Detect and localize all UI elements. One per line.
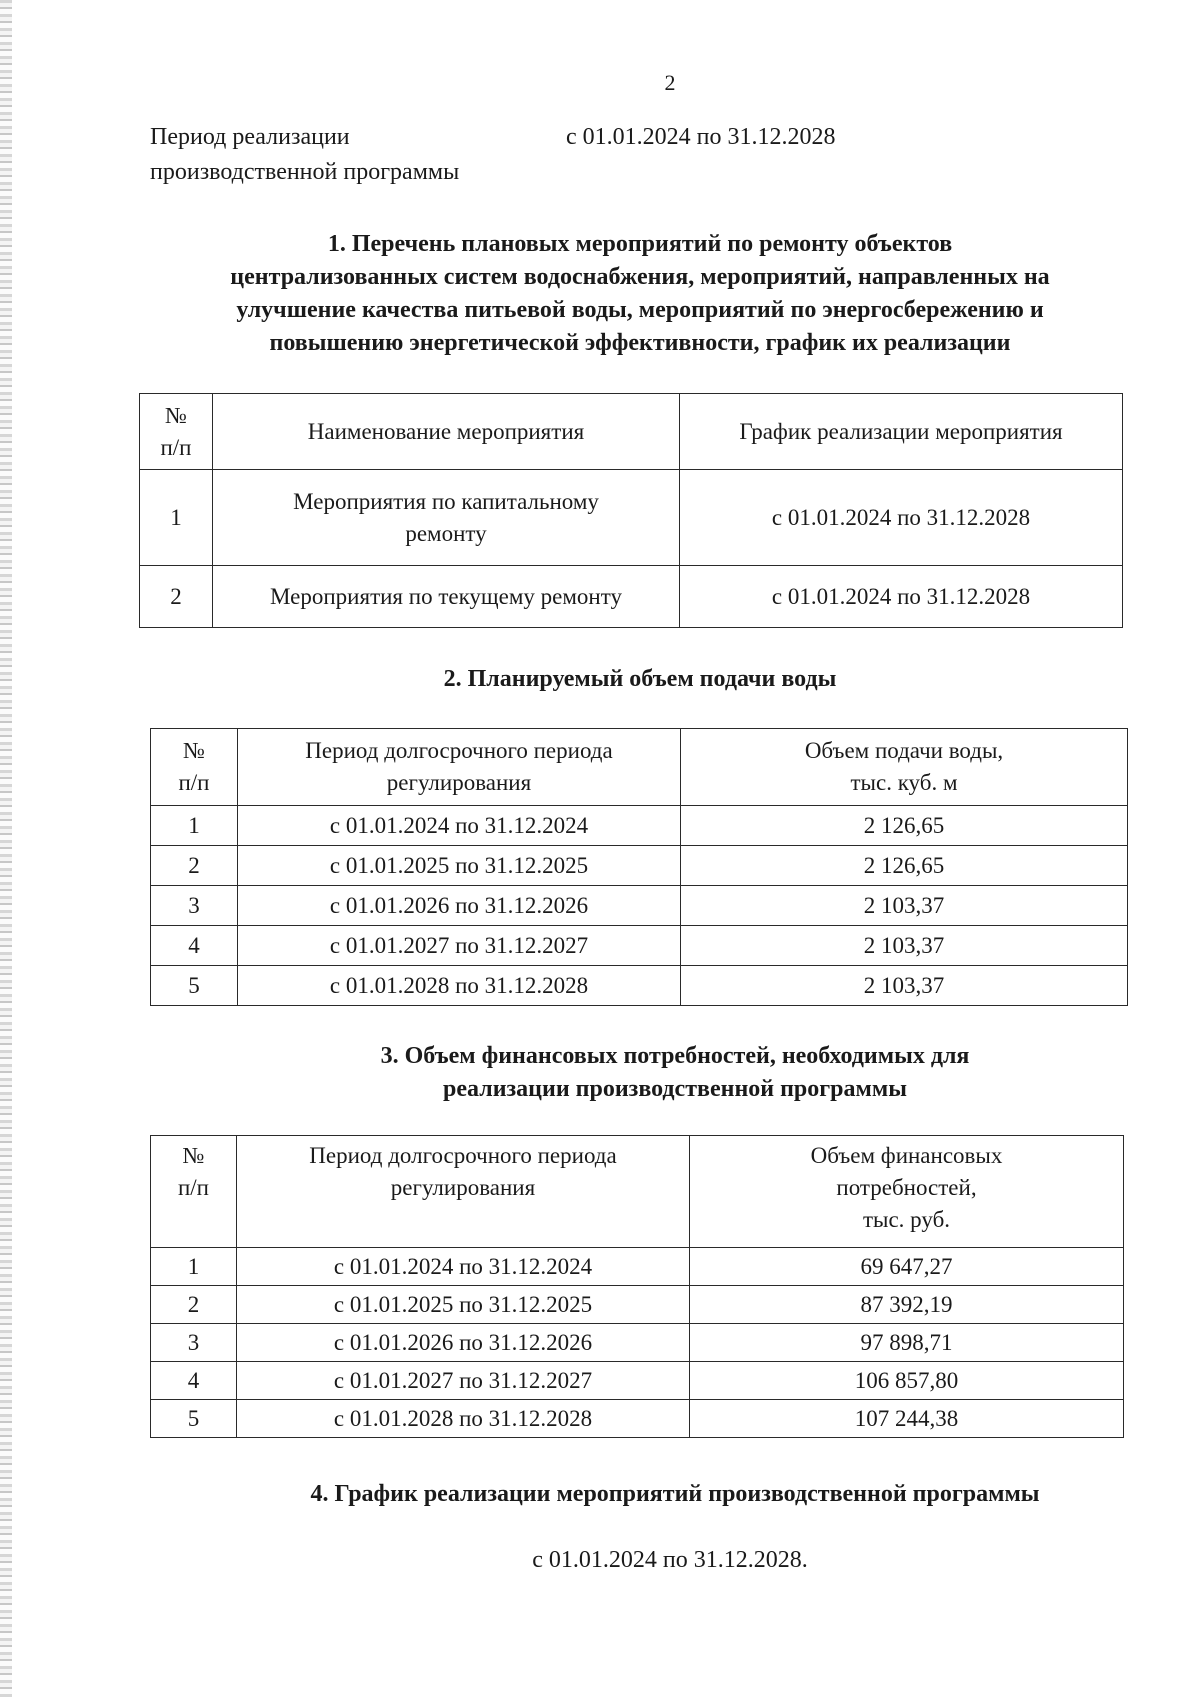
row-num: 5 (151, 1400, 237, 1438)
row-value: 69 647,27 (690, 1248, 1124, 1286)
table-row (151, 1362, 1124, 1400)
water-supply-table (150, 728, 1128, 1006)
row-period: с 01.01.2025 по 31.12.2025 (238, 846, 681, 886)
header-period: Период долгосрочного периода регулирования (238, 729, 681, 806)
section2-title: 2. Планируемый объем подачи воды (443, 666, 837, 692)
table-row (151, 926, 1128, 966)
financial-needs-table (150, 1135, 1124, 1438)
section4-title: 4. График реализации мероприятий производственной программы (310, 1481, 1040, 1507)
row-value: 2 126,65 (681, 846, 1128, 886)
row-num: 2 (151, 1286, 237, 1324)
table-row (151, 806, 1128, 846)
row-schedule: с 01.01.2024 по 31.12.2028 (680, 566, 1123, 628)
header-num: № п/п (151, 1136, 237, 1248)
measures-table (139, 393, 1123, 628)
header-volume: Объем подачи воды, тыс. куб. м (681, 729, 1128, 806)
section1-title-line: 1. Перечень плановых мероприятий по ремонту объектов (327, 231, 953, 257)
row-period: с 01.01.2028 по 31.12.2028 (237, 1400, 690, 1438)
table-header-row (151, 729, 1128, 806)
row-period: с 01.01.2024 по 31.12.2024 (237, 1248, 690, 1286)
header-num: № п/п (151, 729, 238, 806)
row-schedule: с 01.01.2024 по 31.12.2028 (680, 470, 1123, 566)
section1-title-line: централизованных систем водоснабжения, мероприятий, направленных на (230, 264, 1050, 290)
row-num: 2 (151, 846, 238, 886)
row-num: 1 (151, 806, 238, 846)
row-period: с 01.01.2026 по 31.12.2026 (237, 1324, 690, 1362)
table-row (140, 566, 1123, 628)
period-label-line: Период реализации (150, 124, 350, 150)
row-num: 3 (151, 886, 238, 926)
row-name: Мероприятия по капитальному ремонту (213, 470, 680, 566)
table-row (151, 966, 1128, 1006)
table-row (140, 470, 1123, 566)
row-num: 1 (151, 1248, 237, 1286)
row-value: 97 898,71 (690, 1324, 1124, 1362)
header-period: Период долгосрочного периода регулирования (237, 1136, 690, 1248)
row-value: 107 244,38 (690, 1400, 1124, 1438)
section3-title-line: 3. Объем финансовых потребностей, необходимых для (380, 1043, 970, 1069)
section1-title-line: повышению энергетической эффективности, график их реализации (269, 330, 1011, 356)
page-number: 2 (664, 70, 676, 95)
row-num: 3 (151, 1324, 237, 1362)
period-value: с 01.01.2024 по 31.12.2028 (566, 124, 836, 150)
row-num: 2 (140, 566, 213, 628)
row-value: 2 103,37 (681, 926, 1128, 966)
period-label-line: производственной программы (150, 159, 460, 185)
table-row (151, 886, 1128, 926)
table-row (151, 846, 1128, 886)
section1-title-line: улучшение качества питьевой воды, мероприятий по энергосбережению и (236, 297, 1044, 323)
period-label (150, 120, 459, 190)
row-num: 4 (151, 926, 238, 966)
table-row (151, 1400, 1124, 1438)
table-row (151, 1286, 1124, 1324)
row-num: 1 (140, 470, 213, 566)
row-period: с 01.01.2027 по 31.12.2027 (238, 926, 681, 966)
row-value: 2 103,37 (681, 886, 1128, 926)
table-header-row (140, 394, 1123, 470)
row-value: 87 392,19 (690, 1286, 1124, 1324)
row-num: 5 (151, 966, 238, 1006)
row-period: с 01.01.2028 по 31.12.2028 (238, 966, 681, 1006)
row-value: 2 103,37 (681, 966, 1128, 1006)
row-period: с 01.01.2027 по 31.12.2027 (237, 1362, 690, 1400)
row-period: с 01.01.2025 по 31.12.2025 (237, 1286, 690, 1324)
table-row (151, 1248, 1124, 1286)
row-period: с 01.01.2026 по 31.12.2026 (238, 886, 681, 926)
header-volume: Объем финансовых потребностей, тыс. руб. (690, 1136, 1124, 1248)
row-num: 4 (151, 1362, 237, 1400)
scan-edge (0, 0, 12, 1697)
row-value: 2 126,65 (681, 806, 1128, 846)
header-schedule: График реализации мероприятия (680, 394, 1123, 470)
section4-period: с 01.01.2024 по 31.12.2028. (532, 1547, 808, 1573)
table-header-row (151, 1136, 1124, 1248)
row-period: с 01.01.2024 по 31.12.2024 (238, 806, 681, 846)
row-name: Мероприятия по текущему ремонту (213, 566, 680, 628)
row-value: 106 857,80 (690, 1362, 1124, 1400)
section1-title (140, 228, 1140, 360)
header-name: Наименование мероприятия (213, 394, 680, 470)
header-num: № п/п (140, 394, 213, 470)
table-row (151, 1324, 1124, 1362)
section3-title (150, 1040, 1200, 1106)
section3-title-line: реализации производственной программы (443, 1076, 907, 1102)
